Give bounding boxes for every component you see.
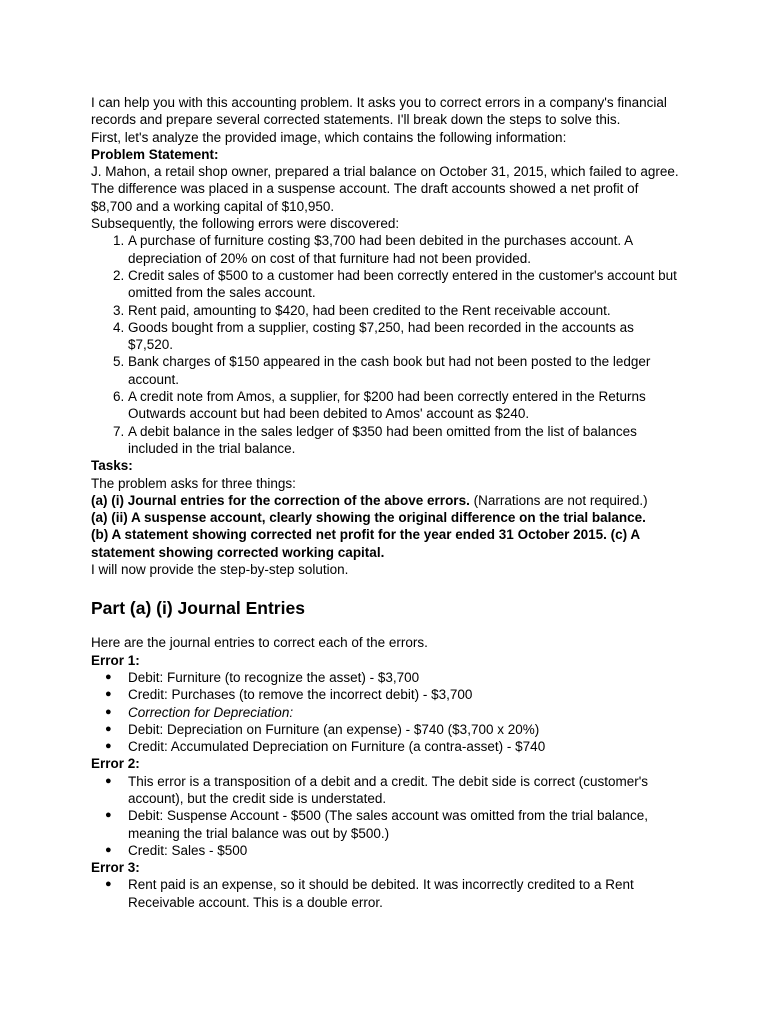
tasks-intro-text: The problem asks for three things:	[91, 475, 296, 491]
list-item	[105, 704, 682, 721]
section-title-journal-entries: Part (a) (i) Journal Entries	[91, 598, 305, 619]
bullet-icon: ●	[105, 774, 112, 787]
list-item-text: Credit: Accumulated Depreciation on Furniture (a contra-asset) - $740	[128, 739, 546, 755]
list-item	[105, 721, 682, 738]
error-item-2: 2. Credit sales of $500 to a customer had been correctly entered in the customer's account but omitted from the sales account.	[128, 267, 682, 302]
list-item-text: Credit: Purchases (to remove the incorrect debit) - $3,700	[128, 687, 473, 703]
intro-paragraph-1: I can help you with this accounting problem. It asks you to correct errors in a company's financial records and prepare several corrected statements. I'll break down the steps to solve this.	[91, 95, 667, 128]
list-item-text: Correction for Depreciation:	[128, 704, 294, 720]
list-item	[105, 876, 682, 911]
error-item-1: 1. A purchase of furniture costing $3,700 had been debited in the purchases account. A depreciation of 20% on cost of that furniture had not been provided.	[128, 232, 682, 267]
bullet-icon: ●	[105, 878, 112, 891]
list-item	[105, 669, 682, 686]
task-a-i-bold: (a) (i) Journal entries for the correction of the above errors.	[91, 492, 470, 508]
error-1-heading: Error 1:	[91, 652, 140, 668]
task-b-c: (b) A statement showing corrected net profit for the year ended 31 October 2015. (c) A statement showing corrected working capital.	[91, 527, 640, 560]
error-2-entries	[91, 773, 682, 859]
list-item	[105, 686, 682, 703]
bullet-icon: ●	[105, 740, 112, 753]
error-item-5: 5. Bank charges of $150 appeared in the cash book but had not been posted to the ledger account.	[128, 353, 682, 388]
error-item-7: 7. A debit balance in the sales ledger of $350 had been omitted from the list of balances included in the trial balance.	[128, 423, 682, 458]
error-3-heading: Error 3:	[91, 860, 140, 876]
task-a-i	[91, 492, 682, 509]
bullet-icon: ●	[105, 705, 112, 718]
error-item-3: 3. Rent paid, amounting to $420, had been credited to the Rent receivable account.	[128, 302, 682, 319]
journal-entries-intro: Here are the journal entries to correct each of the errors.	[91, 635, 428, 651]
problem-statement-text: J. Mahon, a retail shop owner, prepared a trial balance on October 31, 2015, which failed to agree. The difference was placed in a suspense account. The draft accounts showed a net profit of $8,700 and a working capital of $10,950.	[91, 164, 679, 214]
error-3-entries	[91, 876, 682, 911]
error-item-6: 6. A credit note from Amos, a supplier, for $200 had been correctly entered in the Returns Outwards account but had been debited to Amos' account as $240.	[128, 388, 682, 423]
error-item-4: 4. Goods bought from a supplier, costing $7,250, had been recorded in the accounts as $7,520.	[128, 319, 682, 354]
bullet-icon: ●	[105, 722, 112, 735]
intro-paragraph-2: First, let's analyze the provided image, which contains the following information:	[91, 129, 567, 145]
problem-statement-heading: Problem Statement:	[91, 146, 219, 162]
bullet-icon: ●	[105, 843, 112, 856]
list-item	[105, 738, 682, 755]
bullet-icon: ●	[105, 809, 112, 822]
errors-list	[91, 232, 682, 457]
task-a-ii: (a) (ii) A suspense account, clearly showing the original difference on the trial balance.	[91, 510, 646, 526]
task-a-i-note: (Narrations are not required.)	[469, 492, 648, 508]
error-1-entries	[91, 669, 682, 755]
list-item-text: Debit: Depreciation on Furniture (an expense) - $740 ($3,700 x 20%)	[128, 721, 540, 737]
list-item	[105, 773, 682, 808]
bullet-icon: ●	[105, 670, 112, 683]
bullet-icon: ●	[105, 688, 112, 701]
list-item	[105, 842, 682, 859]
error-2-heading: Error 2:	[91, 756, 140, 772]
tasks-heading: Tasks:	[91, 458, 133, 474]
list-item-text: Credit: Sales - $500	[128, 842, 248, 858]
list-item-text: This error is a transposition of a debit and a credit. The debit side is correct (customer's account), but the credit side is understated.	[128, 773, 649, 806]
list-item	[105, 807, 682, 842]
list-item-text: Rent paid is an expense, so it should be debited. It was incorrectly credited to a Rent Receivable account. This is a double error.	[128, 877, 634, 910]
list-item-text: Debit: Suspense Account - $500 (The sales account was omitted from the trial balance, meaning the trial balance was out by $500.)	[128, 808, 649, 841]
solution-intro-text: I will now provide the step-by-step solution.	[91, 562, 349, 578]
list-item-text: Debit: Furniture (to recognize the asset) - $3,700	[128, 669, 420, 685]
errors-intro-text: Subsequently, the following errors were discovered:	[91, 216, 400, 232]
